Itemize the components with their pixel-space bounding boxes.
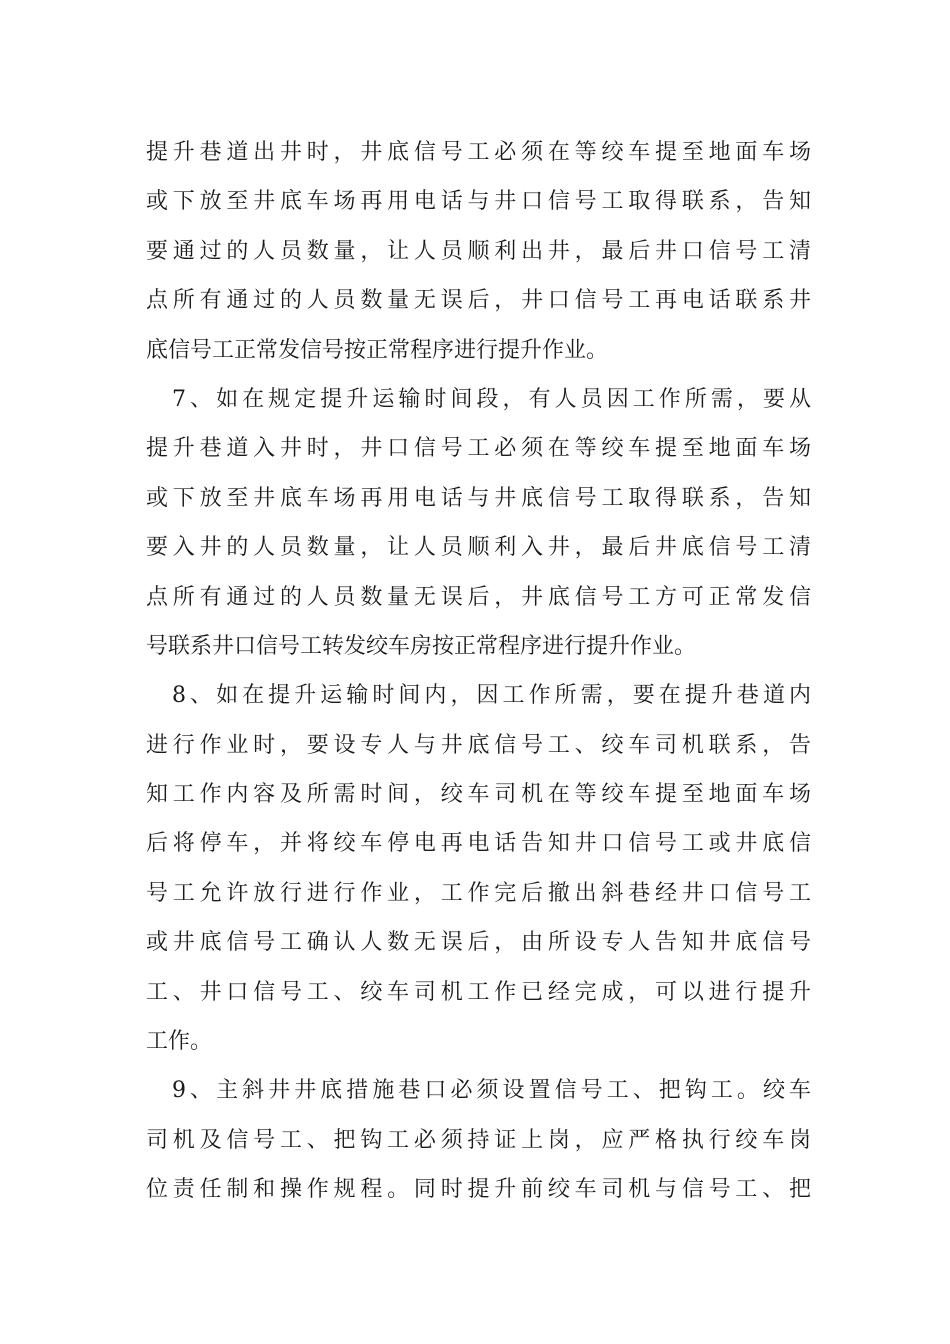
paragraph-8-line-1: 8、如在提升运输时间内，因工作所需，要在提升巷道内 xyxy=(172,683,811,709)
paragraph-8-line-2: 进行作业时，要设专人与井底信号工、绞车司机联系，告 xyxy=(146,732,811,758)
paragraph-6-line-4: 点所有通过的人员数量无误后，井口信号工再电话联系井 xyxy=(146,288,811,314)
paragraph-9-line-2: 司机及信号工、把钩工必须持证上岗，应严格执行绞车岗 xyxy=(146,1127,811,1153)
paragraph-9-line-1: 9、主斜井井底措施巷口必须设置信号工、把钩工。绞车 xyxy=(172,1078,811,1104)
paragraph-6-line-5: 底信号工正常发信号按正常程序进行提升作业。 xyxy=(146,337,609,363)
paragraph-6-line-1: 提升巷道出井时，井底信号工必须在等绞车提至地面车场 xyxy=(146,140,811,165)
paragraph-7-line-5: 点所有通过的人员数量无误后，井底信号工方可正常发信 xyxy=(146,584,811,610)
paragraph-7-line-6: 号联系井口信号工转发绞车房按正常程序进行提升作业。 xyxy=(146,633,697,659)
paragraph-6-line-2: 或下放至井底车场再用电话与井口信号工取得联系，告知 xyxy=(146,189,811,215)
paragraph-9-line-3: 位责任制和操作规程。同时提升前绞车司机与信号工、把 xyxy=(146,1177,811,1203)
paragraph-7-line-4: 要入井的人员数量，让人员顺利入井，最后井底信号工清 xyxy=(146,535,811,561)
paragraph-8-line-8: 工作。 xyxy=(146,1029,213,1055)
document-body xyxy=(146,128,811,1215)
paragraph-7-line-3: 或下放至井底车场再用电话与井底信号工取得联系，告知 xyxy=(146,485,811,511)
paragraph-8-line-6: 或井底信号工确认人数无误后，由所设专人告知井底信号 xyxy=(146,930,811,956)
paragraph-6-line-3: 要通过的人员数量，让人员顺利出井，最后井口信号工清 xyxy=(146,238,811,264)
paragraph-8-line-4: 后将停车，并将绞车停电再电话告知井口信号工或井底信 xyxy=(146,831,811,857)
paragraph-7-line-2: 提升巷道入井时，井口信号工必须在等绞车提至地面车场 xyxy=(146,436,811,462)
paragraph-8-line-3: 知工作内容及所需时间，绞车司机在等绞车提至地面车场 xyxy=(146,782,811,808)
paragraph-8-line-7: 工、井口信号工、绞车司机工作已经完成，可以进行提升 xyxy=(146,979,811,1005)
paragraph-8-line-5: 号工允许放行进行作业，工作完后撤出斜巷经井口信号工 xyxy=(146,880,811,906)
paragraph-7-line-1: 7、如在规定提升运输时间段，有人员因工作所需，要从 xyxy=(172,386,811,412)
